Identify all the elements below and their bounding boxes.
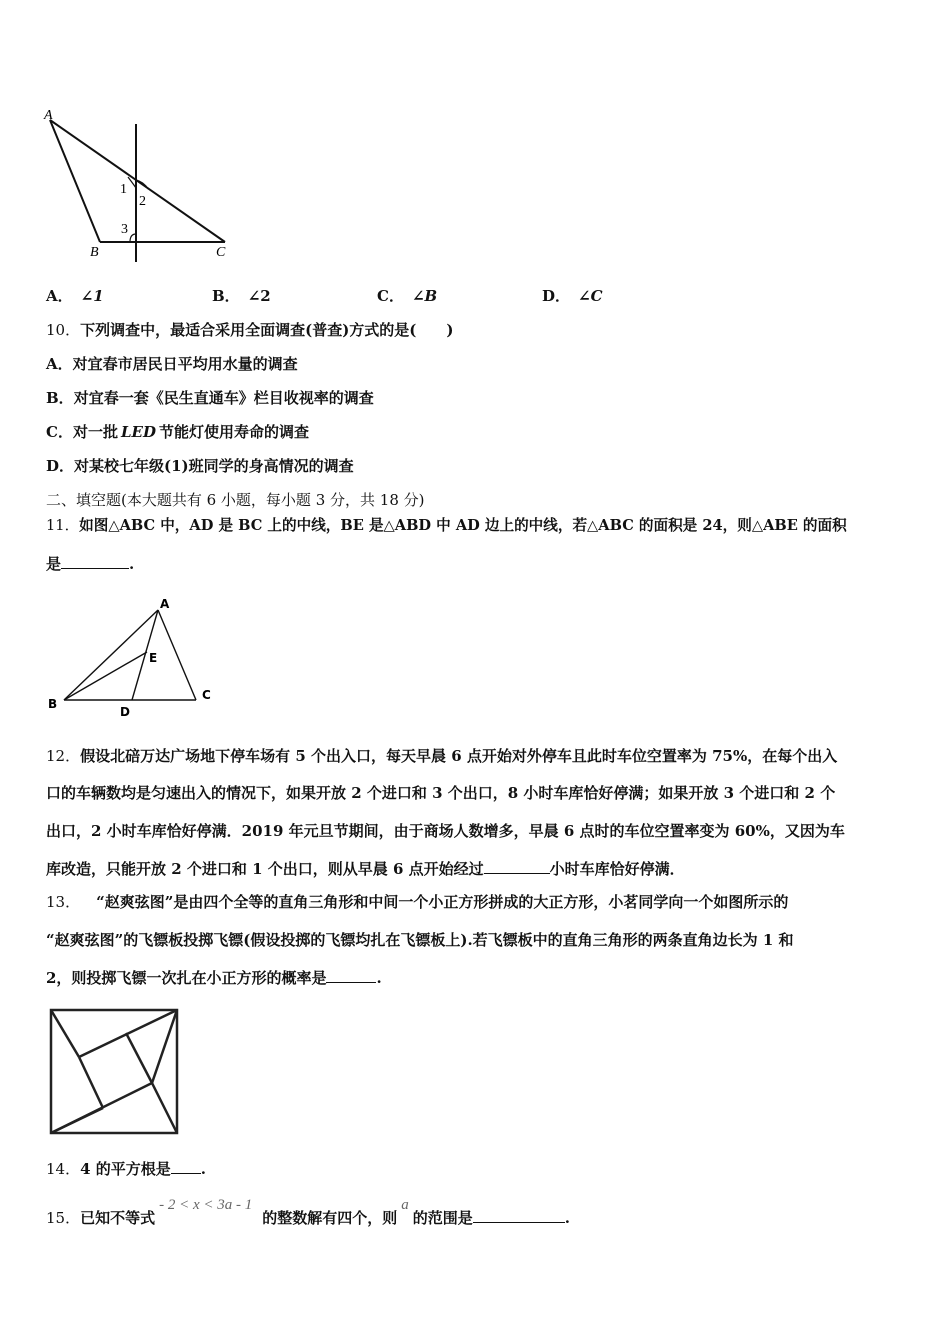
q14: 14．4 的平方根是 . xyxy=(46,1160,206,1178)
q13-answer-blank[interactable] xyxy=(326,967,376,983)
q9-option-b[interactable]: B． ∠2 xyxy=(212,287,271,305)
fig2-label-d: D xyxy=(120,705,130,719)
vertex-label-a: A xyxy=(44,108,53,123)
q9-option-a[interactable]: A． ∠1 xyxy=(46,287,104,305)
q15: 15．已知不等式- 2 < x < 3a - 1的整数解有四个，则a的范围是 . xyxy=(46,1197,571,1227)
q15-answer-blank[interactable] xyxy=(473,1207,565,1223)
q10-option-c[interactable]: C．对一批 LED 节能灯使用寿命的调查 xyxy=(46,423,309,441)
angle-label-3: 3 xyxy=(121,222,128,237)
fig2-label-b: B xyxy=(48,697,58,711)
q9-option-d[interactable]: D． ∠C xyxy=(542,287,603,305)
vertex-label-c: C xyxy=(216,245,226,260)
q12-line4: 库改造，只能开放 2 个进口和 1 个出口，则从早晨 6 点开始经过 小时车库恰好停满． xyxy=(46,860,685,878)
section-heading: 二、填空题(本大题共有 6 小题，每小题 3 分，共 18 分) xyxy=(46,491,425,509)
q13-line1: 13． “赵爽弦图”是由四个全等的直角三角形和中间一个小正方形拼成的大正方形，小茗同学向一个如图所示的 xyxy=(46,893,789,911)
q12-line3: 出口，2 小时车库恰好停满．2019 年元旦节期间，由于商场人数增多，早晨 6 点时的车位空置率变为 60%，又因为车 xyxy=(46,822,845,840)
fig2-label-e: E xyxy=(149,651,158,665)
q10-stem: 10．下列调查中，最适合采用全面调查(普查)方式的是( ) xyxy=(46,321,454,339)
q10-option-b[interactable]: B．对宜春一套《民生直通车》栏目收视率的调查 xyxy=(46,389,374,407)
q10-option-d[interactable]: D．对某校七年级(1)班同学的身高情况的调查 xyxy=(46,457,354,475)
q10-option-a[interactable]: A．对宜春市居民日平均用水量的调查 xyxy=(46,355,298,373)
angle-label-2: 2 xyxy=(139,194,146,209)
q15-variable-a: a xyxy=(401,1197,409,1213)
angle-label-1: 1 xyxy=(120,182,127,197)
figure-triangle-median xyxy=(44,592,224,722)
q11-line1: 11．如图△ABC 中，AD 是 BC 上的中线，BE 是△ABD 中 AD 边上的中线，若△ABC 的面积是 24，则△ABE 的面积 xyxy=(46,517,847,534)
vertex-label-b: B xyxy=(90,245,99,260)
figure-zhao-shuang-diagram xyxy=(48,1008,180,1136)
fig2-label-a: A xyxy=(160,597,170,611)
fig2-label-c: C xyxy=(202,688,211,702)
q14-answer-blank[interactable] xyxy=(171,1158,201,1174)
q13-line3: 2，则投掷飞镖一次扎在小正方形的概率是 . xyxy=(46,969,382,987)
figure-triangle-transversal xyxy=(40,100,240,270)
q12-answer-blank[interactable] xyxy=(484,858,550,874)
q11-line2: 是 . xyxy=(46,555,135,573)
q9-option-c[interactable]: C． ∠B xyxy=(377,287,438,305)
q11-answer-blank[interactable] xyxy=(61,553,129,569)
q15-inequality: - 2 < x < 3a - 1 xyxy=(159,1197,253,1213)
q12-line2: 口的车辆数均是匀速出入的情况下，如果开放 2 个进口和 3 个出口，8 小时车库恰好停满；如果开放 3 个进口和 2 个 xyxy=(46,784,836,802)
q12-line1: 12．假设北碚万达广场地下停车场有 5 个出入口，每天早晨 6 点开始对外停车且此时车位空置率为 75%，在每个出入 xyxy=(46,747,838,765)
q13-line2: “赵爽弦图”的飞镖板投掷飞镖(假设投掷的飞镖均扎在飞镖板上).若飞镖板中的直角三角形的两条直角边长为 1 和 xyxy=(46,931,794,949)
